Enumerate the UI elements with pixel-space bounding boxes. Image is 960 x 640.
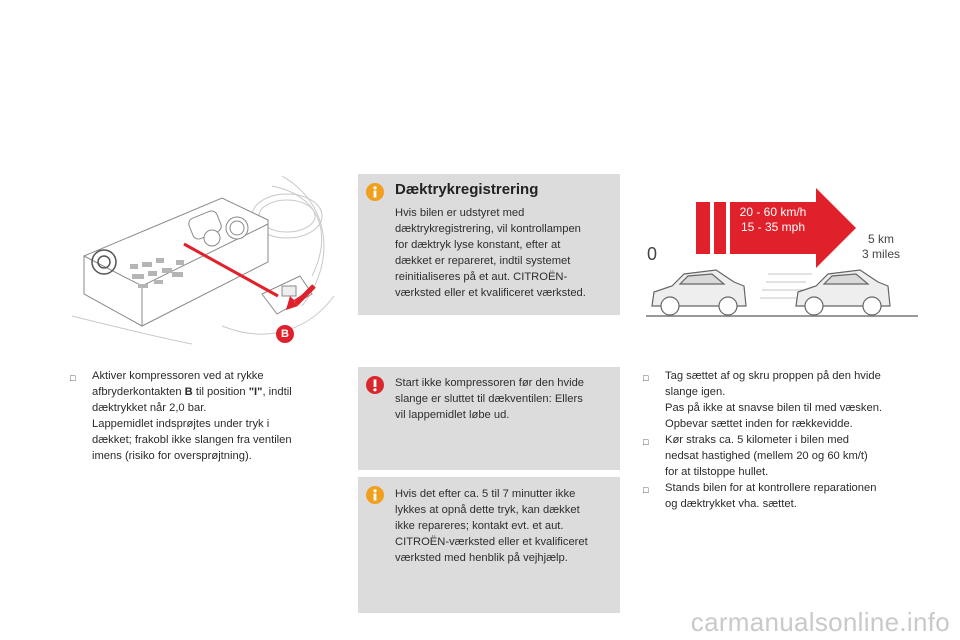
position-label: "I" bbox=[248, 386, 263, 398]
watermark: carmanualsonline.info bbox=[690, 607, 950, 637]
text-line: lykkes at opnå dette tryk, kan dækket bbox=[395, 504, 580, 516]
instruction-line: Pas på ikke at snavse bilen til med væsken. bbox=[665, 402, 883, 414]
callout-badge-b bbox=[276, 325, 294, 343]
car-stationary bbox=[652, 270, 746, 315]
instruction-line: Lappemidlet indsprøjtes under tryk i bbox=[92, 418, 270, 430]
right-instruction-item bbox=[643, 480, 923, 512]
instruction-line: Aktiver kompressoren ved at rykke bbox=[92, 370, 264, 382]
drive-distance-illustration bbox=[636, 178, 922, 328]
compressor-drawing bbox=[72, 176, 336, 352]
bullet-icon: □ bbox=[70, 373, 76, 383]
start-zero: 0 bbox=[647, 244, 658, 264]
text-line: CITROËN-værksted eller et kvalificeret bbox=[395, 536, 588, 548]
instruction-line: nedsat hastighed (mellem 20 og 60 km/t) bbox=[665, 450, 868, 462]
warning-box-body bbox=[395, 375, 617, 423]
text-run: , indtil bbox=[262, 386, 292, 398]
text-line: værksted eller et kvalificeret værksted. bbox=[395, 287, 586, 299]
instruction-line: og dæktrykket vha. sættet. bbox=[665, 498, 797, 510]
left-instruction-item bbox=[70, 368, 340, 464]
instruction-line: Kør straks ca. 5 kilometer i bilen med bbox=[665, 434, 850, 446]
info-box-body bbox=[395, 205, 617, 301]
text-line: Hvis det efter ca. 5 til 7 minutter ikke bbox=[395, 488, 576, 500]
text-line: ikke repareres; kontakt evt. et aut. bbox=[395, 520, 564, 532]
callout-letter: B bbox=[281, 328, 289, 340]
text-line: dækket er repareret, indtil systemet bbox=[395, 255, 571, 267]
text-line: værksted med henblik på vejhjælp. bbox=[395, 552, 568, 564]
text-run: til position bbox=[192, 386, 249, 398]
instruction-line: dæktrykket når 2,0 bar. bbox=[92, 402, 207, 414]
instruction-line: slange igen. bbox=[665, 386, 726, 398]
left-instruction-text bbox=[92, 368, 292, 464]
text-run: afbryderkontakten bbox=[92, 386, 185, 398]
instruction-line: dækket; frakobl ikke slangen fra ventilen bbox=[92, 434, 292, 446]
bullet-icon: □ bbox=[643, 437, 649, 447]
right-instruction-item bbox=[643, 432, 923, 480]
text-line: Start ikke kompressoren før den hvide bbox=[395, 377, 585, 389]
info-box-title: Dæktrykregistrering bbox=[395, 181, 539, 198]
speed-kmh: 20 - 60 km/h bbox=[739, 205, 807, 219]
text-line: dæktrykregistrering, vil kontrollampen bbox=[395, 223, 581, 235]
info-icon bbox=[366, 486, 384, 509]
text-line: for dæktryk lyse konstant, efter at bbox=[395, 239, 561, 251]
left-instructions bbox=[70, 368, 340, 464]
instruction-line: imens (risiko for oversprøjtning). bbox=[92, 450, 252, 462]
right-instruction-item bbox=[643, 368, 923, 432]
speed-label bbox=[730, 205, 816, 235]
tyre-pressure-info-box bbox=[358, 174, 620, 315]
repair-info-body bbox=[395, 486, 617, 566]
text-line: slange er sluttet til dækventilen: Ellers bbox=[395, 393, 583, 405]
right-instructions bbox=[643, 368, 923, 512]
speed-mph: 15 - 35 mph bbox=[740, 220, 806, 234]
bullet-icon: □ bbox=[643, 485, 649, 495]
info-icon bbox=[366, 183, 384, 206]
right-instruction-text bbox=[665, 480, 876, 512]
instruction-line: Tag sættet af og skru proppen på den hvide bbox=[665, 370, 881, 382]
instruction-line: Opbevar sættet inden for rækkevidde. bbox=[665, 418, 853, 430]
distance-km: 5 km bbox=[868, 232, 895, 246]
text-line: reinitialiseres på et aut. CITROËN- bbox=[395, 271, 568, 283]
text-line: Hvis bilen er udstyret med bbox=[395, 207, 525, 219]
text-line: vil lappemidlet løbe ud. bbox=[395, 409, 510, 421]
instruction-line bbox=[92, 384, 292, 400]
switch-label: B bbox=[184, 386, 193, 398]
warning-box bbox=[358, 367, 620, 470]
bullet-icon: □ bbox=[643, 373, 649, 383]
right-instruction-text bbox=[665, 368, 882, 432]
car-moving bbox=[760, 270, 890, 315]
compressor-illustration bbox=[72, 176, 336, 352]
warning-icon bbox=[366, 376, 384, 399]
repair-info-box bbox=[358, 477, 620, 613]
instruction-line: Stands bilen for at kontrollere reparationen bbox=[665, 482, 877, 494]
distance-miles: 3 miles bbox=[862, 247, 901, 261]
right-instruction-text bbox=[665, 432, 868, 480]
distance-label bbox=[862, 232, 900, 262]
instruction-line: for at tilstoppe hullet. bbox=[665, 466, 769, 478]
